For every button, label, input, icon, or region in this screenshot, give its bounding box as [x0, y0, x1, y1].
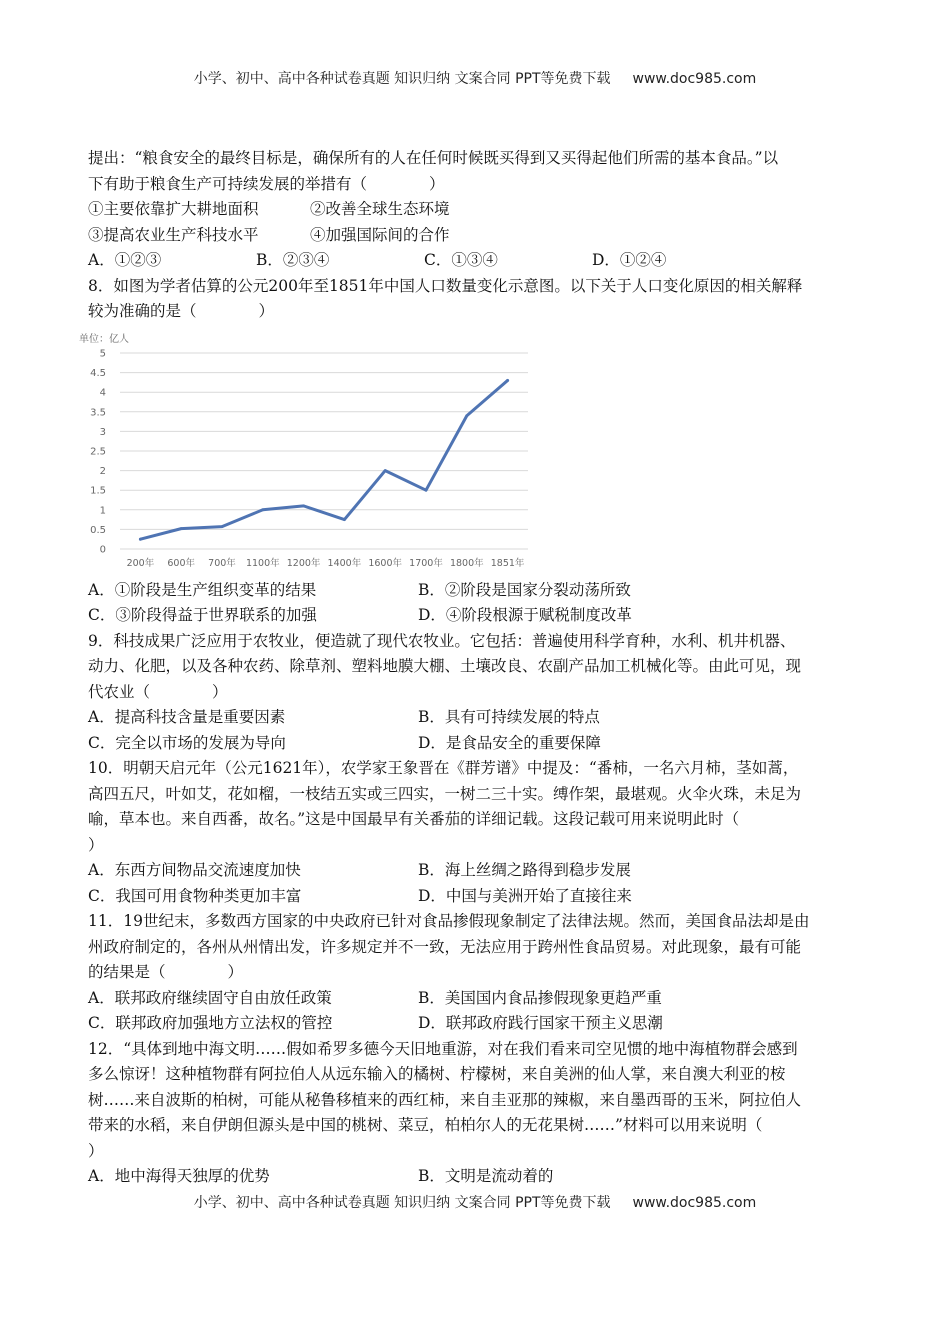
q7-item-4: ④加强国际间的合作 — [310, 225, 450, 244]
q7-option-a[interactable]: A．①②③ — [88, 251, 162, 269]
q10-stem-line-3: 喻，草本也。来自西番，故名。”这是中国最早有关番茄的详细记载。这段记载可用来说明此时（ — [88, 810, 740, 828]
population-series-line — [140, 380, 507, 539]
x-tick-label: 1800年 — [449, 557, 484, 569]
x-tick-label: 1700年 — [409, 557, 443, 569]
q10-stem-line-1: 10．明朝天启元年（公元1621年），农学家王象晋在《群芳谱》中提及：“番柿，一名六月柿，茎如蒿， — [88, 759, 799, 777]
q11-stem-line-3: 的结果是（ ） — [88, 963, 244, 981]
q9-option-c[interactable]: C．完全以市场的发展为导向 — [88, 733, 286, 752]
y-tick-label: 4 — [99, 387, 106, 399]
y-tick-label: 0.5 — [90, 524, 106, 536]
y-tick-label: 5 — [99, 348, 106, 359]
y-tick-label: 2 — [99, 465, 106, 477]
data-point — [139, 537, 142, 540]
data-point — [180, 527, 183, 530]
q8-stem-line-2: 较为准确的是（ ） — [88, 302, 275, 320]
y-tick-label: 1.5 — [90, 485, 106, 497]
q11-option-b[interactable]: B．美国国内食品掺假现象更趋严重 — [418, 988, 662, 1007]
q9-options-row-2 — [88, 731, 864, 757]
q9-stem-line-1: 9．科技成果广泛应用于农牧业，便造就了现代农牧业。它包括：普遍使用科学育种，水利、机井机器、 — [88, 631, 796, 650]
q9-options-row-1 — [88, 705, 864, 731]
q8-options-row-2 — [88, 603, 864, 629]
q10-option-c[interactable]: C．我国可用食物种类更加丰富 — [88, 886, 302, 905]
q11-stem-line-1: 11．19世纪末，多数西方国家的中央政府已针对食品掺假现象制定了法律法规。然而，美国食品法却是由 — [88, 912, 810, 930]
q7-items-row-2 — [88, 223, 864, 249]
q12-stem-line-5: ） — [88, 1141, 104, 1160]
population-chart-svg — [76, 329, 536, 574]
q10-options-row-2 — [88, 884, 864, 910]
q12-option-a[interactable]: A．地中海得天独厚的优势 — [88, 1167, 270, 1185]
x-tick-label: 1200年 — [286, 557, 321, 569]
data-point — [343, 518, 346, 521]
q10-stem-line-4: ） — [88, 835, 104, 854]
q9-option-b[interactable]: B．具有可持续发展的特点 — [418, 708, 600, 726]
footer-text: 小学、初中、高中各种试卷真题 知识归纳 文案合同 PPT等免费下载 — [193, 1195, 611, 1211]
x-tick-label: 200年 — [126, 557, 155, 569]
y-tick-label: 3.5 — [90, 406, 106, 418]
q7-option-b[interactable]: B．②③④ — [256, 251, 330, 269]
q8-options-row-1 — [88, 578, 864, 604]
q12-stem-line-4: 带来的水稻，来自伊朗但源头是中国的桃树、菜豆，柏柏尔人的无花果树……”材料可以用来说明（ — [88, 1116, 763, 1134]
page-footer — [0, 1192, 950, 1212]
q7-options — [88, 248, 864, 274]
data-point — [506, 379, 509, 382]
q12-options-row-1 — [88, 1164, 864, 1190]
header-text: 小学、初中、高中各种试卷真题 知识归纳 文案合同 PPT等免费下载 — [193, 71, 611, 87]
y-tick-label: 1 — [99, 504, 106, 516]
exam-content — [79, 146, 864, 1190]
q7-stem-line-2: 下有助于粮食生产可持续发展的举措有（ ） — [88, 174, 445, 193]
q8-option-d[interactable]: D．④阶段根源于赋税制度改革 — [418, 606, 632, 624]
chart-unit-label: 单位：亿人 — [79, 333, 129, 345]
q11-stem-line-2: 州政府制定的，各州从州情出发，许多规定并不一致，无法应用于跨州性食品贸易。对此现象，最有可能 — [88, 937, 802, 956]
footer-site-link[interactable]: www.doc985.com — [632, 1195, 757, 1211]
q7-item-3: ③提高农业生产科技水平 — [88, 225, 259, 244]
q12-stem-line-3: 树……来自波斯的柏树，可能从秘鲁移植来的西红柿，来自圭亚那的辣椒，来自墨西哥的玉米，阿拉伯人 — [88, 1090, 802, 1109]
q8-option-a[interactable]: A．①阶段是生产组织变革的结果 — [88, 580, 317, 599]
q12-option-b[interactable]: B．文明是流动着的 — [418, 1167, 554, 1185]
q9-option-d[interactable]: D．是食品安全的重要保障 — [418, 733, 601, 752]
q7-items-row-1 — [88, 197, 864, 223]
data-point — [302, 504, 305, 507]
q8-option-b[interactable]: B．②阶段是国家分裂动荡所致 — [418, 580, 631, 599]
q10-option-a[interactable]: A．东西方间物品交流速度加快 — [88, 861, 301, 879]
data-point — [261, 508, 264, 511]
q7-item-2: ②改善全球生态环境 — [310, 200, 450, 218]
q10-options-row-1 — [88, 858, 864, 884]
q12-stem-line-1: 12．“具体到地中海文明……假如希罗多德今天旧地重游，对在我们看来司空见惯的地中海植物群会感到 — [88, 1039, 798, 1058]
data-point — [384, 469, 387, 472]
q10-option-b[interactable]: B．海上丝绸之路得到稳步发展 — [418, 861, 631, 879]
q9-option-a[interactable]: A．提高科技含量是重要因素 — [88, 708, 286, 726]
q10-stem-line-2: 高四五尺，叶如艾，花如榴，一枝结五实或三四实，一树二三十实。缚作架，最堪观。火伞火珠，未足为 — [88, 784, 802, 803]
q8-option-c[interactable]: C．③阶段得益于世界联系的加强 — [88, 606, 317, 624]
y-tick-label: 3 — [99, 426, 106, 438]
q11-options-row-2 — [88, 1011, 864, 1037]
header-site-link[interactable]: www.doc985.com — [632, 71, 757, 87]
q9-stem-line-2: 动力、化肥，以及各种农药、除草剂、塑料地膜大棚、土壤改良、农副产品加工机械化等。由此可见，现 — [88, 657, 802, 675]
q8-stem-line-1: 8．如图为学者估算的公元200年至1851年中国人口数量变化示意图。以下关于人口变化原因的相关解释 — [88, 276, 803, 295]
q7-stem-line-1: 提出：“粮食安全的最终目标是，确保所有的人在任何时候既买得到又买得起他们所需的基本食品。”以 — [88, 149, 779, 167]
y-tick-label: 0 — [99, 544, 106, 555]
q9-stem-line-3: 代农业（ ） — [88, 682, 228, 701]
q12-stem-line-2: 多么惊讶！这种植物群有阿拉伯人从远东输入的橘树、柠檬树，来自美洲的仙人掌，来自澳大利亚的桉 — [88, 1065, 786, 1083]
x-tick-label: 600年 — [167, 557, 196, 569]
x-tick-label: 1400年 — [327, 557, 362, 569]
q11-options-row-1 — [88, 986, 864, 1012]
q11-option-a[interactable]: A．联邦政府继续固守自由放任政策 — [88, 988, 332, 1007]
q10-option-d[interactable]: D．中国与美洲开始了直接往来 — [418, 886, 632, 905]
y-tick-label: 2.5 — [90, 446, 106, 457]
x-tick-label: 1851年 — [490, 557, 525, 569]
q11-option-d[interactable]: D．联邦政府践行国家干预主义思潮 — [418, 1014, 663, 1032]
q7-option-c[interactable]: C．①③④ — [424, 251, 498, 269]
q7-option-d[interactable]: D．①②④ — [592, 251, 667, 269]
data-point — [425, 488, 428, 491]
data-point — [465, 414, 468, 417]
q11-option-c[interactable]: C．联邦政府加强地方立法权的管控 — [88, 1014, 333, 1032]
x-tick-label: 1100年 — [245, 557, 280, 569]
x-tick-label: 700年 — [208, 557, 236, 569]
x-tick-label: 1600年 — [368, 557, 403, 569]
population-chart — [76, 329, 536, 574]
page-header — [0, 68, 950, 88]
data-point — [221, 525, 224, 528]
q7-item-1: ①主要依靠扩大耕地面积 — [88, 200, 259, 218]
y-tick-label: 4.5 — [90, 367, 106, 379]
